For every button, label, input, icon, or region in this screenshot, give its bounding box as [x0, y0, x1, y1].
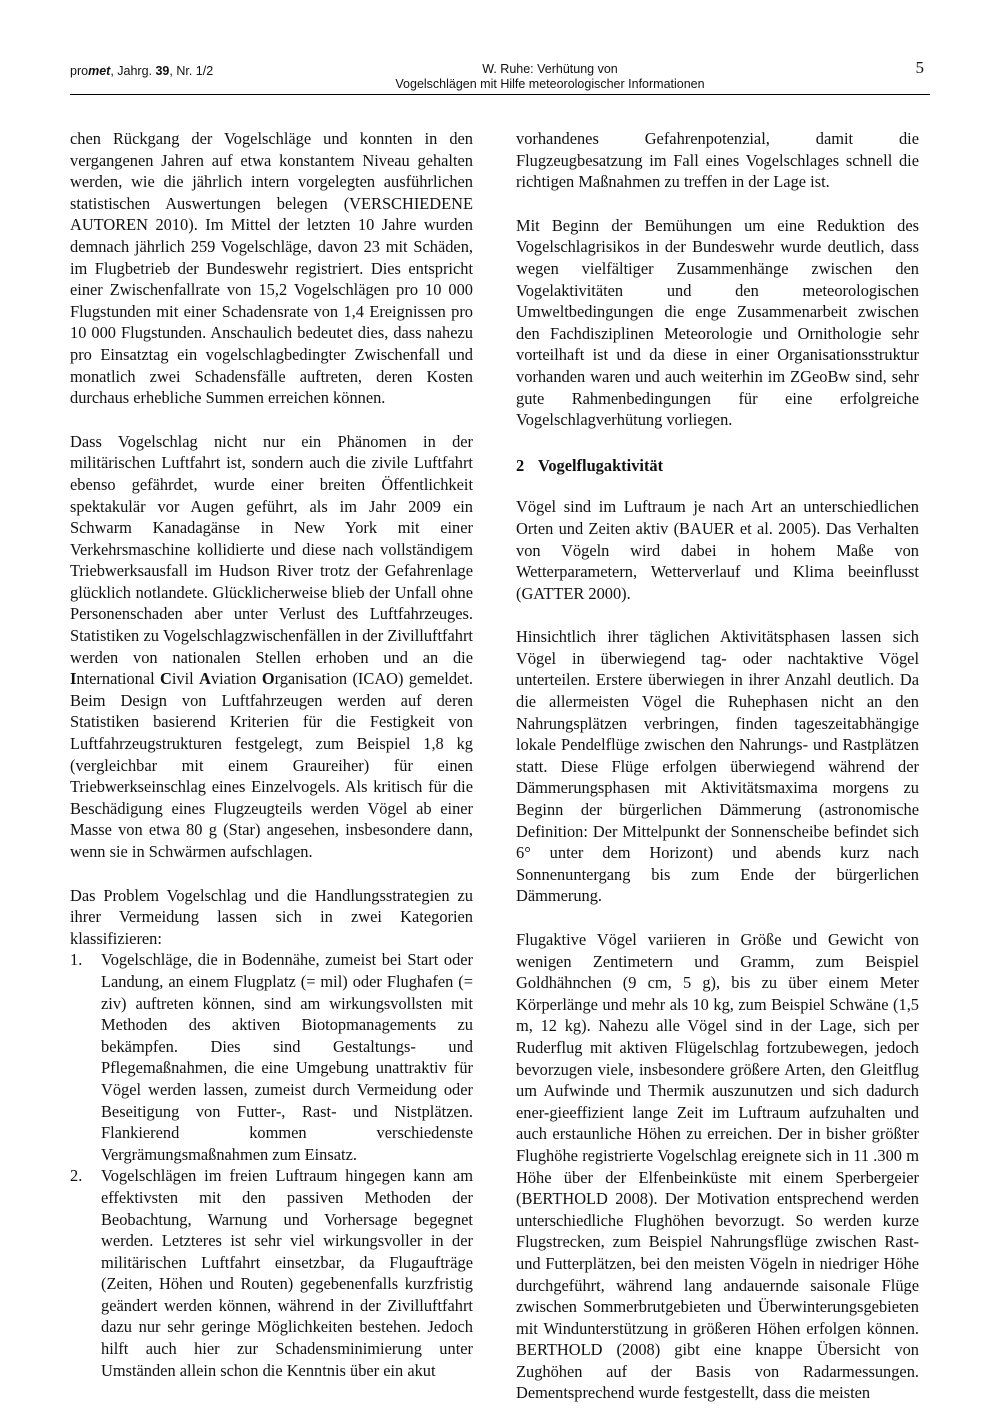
journal-issue: 1/2	[195, 64, 214, 78]
paragraph: Flugaktive Vögel variieren in Größe und Gewicht von wenigen Zentimetern und Gramm, zum Beispiel Goldhähnchen (9 cm, 5 g), bis zu über einem Meter Körperlänge und mehr als 10 kg, zum Beispiel Schwäne (1,5 m, 12 kg). Nahezu alle Vögel sind in der Lage, sich per Ruderflug mit aktiven Flügelschlag fortzubewegen, jedoch bevorzugen viele, insbesondere größere Arten, den Gleitflug um Aufwinde und Thermik auszunutzen und sich dadurch ener-gieeffizient lange Zeit im Luftraum aufzuhalten und auch erstaunliche Höhen zu erreichen. Der in bisher größter Flughöhe registrierte Vogelschlag ereignete sich in 11 .300 m Höhe über der Elfenbeinküste mit einem Sperbergeier (BERTHOLD 2008). Der Motivation entsprechend werden unterschiedliche Flughöhen bevorzugt. So werden kurze Flugstrecken, zum Beispiel Nahrungsflüge zwischen Rast- und Futterplätzen, bei den meisten Vögeln in niedriger Höhe durchgeführt, während lang andauernde saisonale Flüge zwischen Sommerbrutgebieten und Überwinterungsgebieten mit Windunterstützung in größeren Höhen erfolgen können. BERTHOLD (2008) gibt eine knappe Übersicht von Zughöhen auf der Basis von Radarmessungen. Dementsprechend wurde festgestellt, dass die meisten	[516, 930, 919, 1403]
text-run: Dass Vogelschlag nicht nur ein Phänomen in der militärischen Luftfahrt ist, sondern auch die zivile Luftfahrt ebenso gefährdet, wurde einer breiten Öffentlichkeit spektakulär vor Augen geführt, als im Jahr 2009 ein Schwarm Kanadagänse in New York mit einer Verkehrsmaschine kollidierte und diese nach vollständigem Triebwerksausfall im Hudson River trotz der Gefahrenlage glücklich notlandete. Glücklicherweise blieb der Unfall ohne Personenschaden aber unter Verlust des Luftfahrzeuges. Statistiken zu Vogelschlagzwischenfällen in der Zivilluftfahrt werden von nationalen Stellen erhoben und an die	[70, 431, 473, 667]
acronym-letter: A	[199, 669, 211, 689]
numbered-list	[70, 949, 473, 1381]
journal-rest: , Jahrg.	[110, 64, 156, 78]
paragraph: Das Problem Vogelschlag und die Handlungsstrategien zu ihrer Vermeidung lassen sich in zwei Kategorien klassifizieren:	[70, 885, 473, 948]
running-title	[330, 62, 770, 92]
paragraph	[70, 431, 473, 863]
journal-brand: met	[88, 64, 111, 78]
journal-prefix: pro	[70, 64, 89, 78]
paragraph: Mit Beginn der Bemühungen um eine Reduktion des Vogelschlagrisikos in der Bundeswehr wurde deutlich, dass wegen vielfältiger Zusammenhänge zwischen den Vogelaktivitäten und den meteorologischen Umweltbedingungen die enge Zusammenarbeit zwischen den Fachdisziplinen Meteorologie und Ornithologie sehr vorteilhaft ist und da diese in einer Organisationsstruktur vorhanden waren und auch weiterhin im ZGeoBw sind, sehr gute Rahmenbedingungen für eine erfolgreiche Vogelschlagverhütung vorliegen.	[516, 215, 919, 430]
journal-volume: 39	[155, 64, 170, 78]
list-item	[70, 1165, 473, 1381]
paragraph: chen Rückgang der Vogelschläge und konnten in den vergangenen Jahren auf etwa konstantem Niveau gehalten werden, wie die jährlich intern vorgelegten ausführlichen statistischen Auswertungen belegen (VERSCHIEDENE AUTOREN 2010). Im Mittel der letzten 10 Jahre wurden demnach jährlich 259 Vogelschläge, davon 23 mit Schäden, im Flugbetrieb der Bundeswehr registriert. Dies entspricht einer Zwischenfallrate von 15,2 Vogelschlägen pro 10 000 Flugstunden mit einer Schadensrate von 1,4 Ereignissen pro 10 000 Flugstunden. Anschaulich bedeutet dies, dass nahezu pro Einsatztag ein vogelschlagbedingter Zwischenfall und monatlich zwei Schadensfälle auftreten, deren Kosten durchaus erhebliche Summen erreichen können.	[70, 129, 473, 408]
list-number: 2.	[70, 1166, 83, 1186]
list-number: 1.	[70, 950, 83, 970]
list-item	[70, 949, 473, 1165]
title-line: Vogelschlägen mit Hilfe meteorologischer Informationen	[395, 77, 705, 91]
paragraph: Vögel sind im Luftraum je nach Art an unterschiedlichen Orten und Zeiten aktiv (BAUER et al. 2005). Das Verhalten von Vögeln wird dabei in hohem Maße von Wetterparametern, Wetterverlauf und Klima beeinflusst (GATTER 2000).	[516, 497, 919, 603]
text-run: rganisation (ICAO) gemeldet. Beim Design von Luftfahrzeugen werden auf deren Statistiken basierend Kriterien für die Festigkeit von Luftfahrzeugstrukturen festgelegt, zum Beispiel 1,8 kg (vergleichbar mit einem Graureiher) für einen Triebwerkseinschlag eines Einzelvogels. Als kritisch für die Beschädigung eines Flugzeugteils werden Vögel ab einer Masse von etwa 80 g (Star) angesehen, insbesondere dann, wenn sie in Schwärmen aufschlagen.	[70, 669, 473, 861]
page-number: 5	[915, 58, 924, 77]
section-heading	[516, 455, 919, 477]
journal-citation	[70, 64, 213, 78]
header-rule	[70, 94, 930, 95]
section-title: Vogelflugaktivität	[538, 455, 664, 475]
text-run: ivil	[171, 669, 200, 689]
author-line: W. Ruhe: Verhütung von	[482, 62, 618, 76]
list-text: Vogelschlägen im freien Luftraum hingegen kann am effektivsten mit den passiven Methoden der Beobachtung, Warnung und Vorhersage begegnet werden. Letzteres ist sehr viel wirkungsvoller in der militärischen Luftfahrt einsetzbar, da Flugaufträge (Zeiten, Höhen und Routen) gegebenenfalls kurzfristig geändert werden können, während in der Zivilluftfahrt dazu nur sehr geringe Möglichkeiten bestehen. Jedoch hilft auch hier zur Schadensminimierung unter Umständen allein schon die Kenntnis über ein akut	[101, 1166, 473, 1380]
acronym-letter: O	[261, 669, 275, 689]
left-column	[70, 128, 473, 1381]
text-run: nternational	[76, 669, 161, 689]
acronym-letter: C	[160, 669, 172, 689]
list-text: Vogelschläge, die in Bodennähe, zumeist bei Start oder Landung, an einem Flugplatz (= mil) oder Flughafen (= ziv) auftreten können, sind am wirkungsvollsten mit Methoden des aktiven Biotopmanagements zu bekämpfen. Dies sind Gestaltungs- und Pflegemaßnahmen, die eine Umgebung unattraktiv für Vögel werden lassen, zumeist durch Vermeidung oder Beseitigung von Futter-, Rast- und Nistplätzen. Flankierend kommen verschiedenste Vergrämungsmaßnahmen zum Einsatz.	[101, 950, 473, 1164]
running-header	[70, 58, 930, 94]
section-number: 2	[516, 455, 525, 475]
text-run: viation	[210, 669, 262, 689]
paragraph: vorhandenes Gefahrenpotenzial, damit die Flugzeugbesatzung im Fall eines Vogelschlages schnell die richtigen Maßnahmen zu treffen in der Lage ist.	[516, 129, 919, 192]
issue-prefix: , Nr.	[169, 64, 196, 78]
acronym-letter: I	[70, 669, 77, 689]
right-column	[516, 128, 919, 1426]
paragraph: Hinsichtlich ihrer täglichen Aktivitätsphasen lassen sich Vögel in überwiegend tag- oder nachtaktive Vögel unterteilen. Erstere überwiegen in ihrer Anzahl deutlich. Da die allermeisten Vögel die Ruhephasen nicht an den Nahrungsplätzen verbringen, finden tageszeitabhängige lokale Pendelflüge zwischen den Nahrungs- und Rastplätzen statt. Diese Flüge erfolgen überwiegend während der Dämmerungsphasen mit Aktivitätsmaxima morgens zu Beginn der bürgerlichen Dämmerung (astronomische Definition: Der Mittelpunkt der Sonnenscheibe befindet sich 6° unter dem Horizont) und abends kurz nach Sonnenuntergang bis zum Ende der bürgerlichen Dämmerung.	[516, 627, 919, 906]
